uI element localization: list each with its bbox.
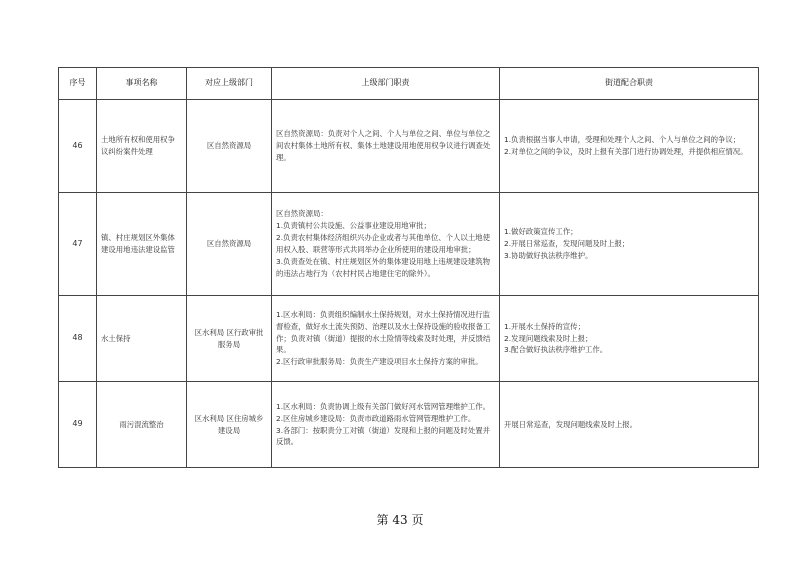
row-dept: 区自然资源局: [187, 193, 272, 296]
coop-line: 3.配合做好执法秩序维护工作。: [504, 345, 608, 355]
duty-line: 3.各部门：按职责分工对镇（街道）发现和上报的问题及时处置并反馈。: [276, 425, 490, 447]
page-number: 第 43 页: [376, 513, 424, 527]
coop-line: 2.对单位之间的争议，及时上报有关部门进行协调处理，并提供相应情况。: [504, 147, 748, 156]
table-row: [59, 382, 759, 468]
duty-line: 1.负责镇村公共设施、公益事业建设用地审批；: [276, 221, 431, 231]
row-duty: [272, 100, 500, 193]
coop-line: 开展日常巡查，发现问题线索及时上报。: [504, 419, 638, 429]
duty-line: 1.区水利局：负责组织编制水土保持规划，对水土保持情况进行监督检查，做好水土流失预防、治理以及水土保持设施的验收报备工作；负责对镇（街道）提报的水土险情等线索及时处理，并反馈结果。: [276, 309, 491, 355]
row-item-name: 雨污混流整治: [97, 382, 187, 468]
duty-line: 2.负责农村集体经济组织兴办企业或者与其他单位、个人以土地使用权入股、联营等形式共同举办企业所使用的建设用地审批；: [276, 233, 490, 254]
duty-table: [58, 67, 759, 468]
row-no: 48: [59, 296, 97, 382]
duty-line: 2.区住房城乡建设局：负责市政道路雨水管网管理维护工作。: [276, 413, 476, 423]
duty-line: 1.区水利局：负责协调上级有关部门做好河水管网管理维护工作。: [276, 401, 490, 411]
row-item-name: 镇、村庄规划区外集体建设用地违法建设监管: [97, 193, 187, 296]
row-duty: [272, 193, 500, 296]
header-duty: 上级部门职责: [272, 68, 500, 100]
table-row: [59, 296, 759, 382]
row-coop: [500, 100, 759, 193]
coop-line: 2.开展日常巡查，发现问题及时上报；: [504, 239, 630, 248]
row-coop: [500, 382, 759, 468]
row-no: 46: [59, 100, 97, 193]
row-dept: 区水利局 区住房城乡建设局: [187, 382, 272, 468]
table-row: [59, 193, 759, 296]
coop-line: 1.做好政策宣传工作；: [504, 227, 578, 237]
row-duty: [272, 382, 500, 468]
row-duty: [272, 296, 500, 382]
coop-line: 2.发现问题线索及时上报；: [504, 333, 593, 343]
coop-line: 1.负责根据当事人申请，受理和处理个人之间、个人与单位之间的争议；: [504, 135, 741, 145]
header-coop: 街道配合职责: [500, 68, 759, 100]
row-item-name: 土地所有权和使用权争议纠纷案件处理: [97, 100, 187, 193]
duty-line: 区自然资源局：负责对个人之间、个人与单位之间、单位与单位之间农村集体土地所有权、集体土地建设用地使用权争议进行调查处理。: [276, 129, 491, 162]
duty-line: 3.负责查处在镇、村庄规划区外的集体建设用地上违规建设建筑物的违法占地行为（农村村民占地建住宅的除外）。: [276, 256, 490, 278]
row-dept: 区自然资源局: [187, 100, 272, 193]
duty-line: 2.区行政审批服务局：负责生产建设项目水土保持方案的审批。: [276, 357, 483, 367]
row-no: 47: [59, 193, 97, 296]
table-row: [59, 100, 759, 193]
row-item-name: 水土保持: [97, 296, 187, 382]
duty-line: 区自然资源局：: [276, 209, 328, 219]
header-dept: 对应上级部门: [187, 68, 272, 100]
row-dept: 区水利局 区行政审批服务局: [187, 296, 272, 382]
table-header-row: [59, 68, 759, 100]
row-coop: [500, 296, 759, 382]
row-coop: [500, 193, 759, 296]
row-no: 49: [59, 382, 97, 468]
header-no: 序号: [59, 68, 97, 100]
header-item-name: 事项名称: [97, 68, 187, 100]
coop-line: 3.协助做好执法秩序维护。: [504, 250, 593, 260]
coop-line: 1.开展水土保持的宣传；: [504, 321, 585, 331]
